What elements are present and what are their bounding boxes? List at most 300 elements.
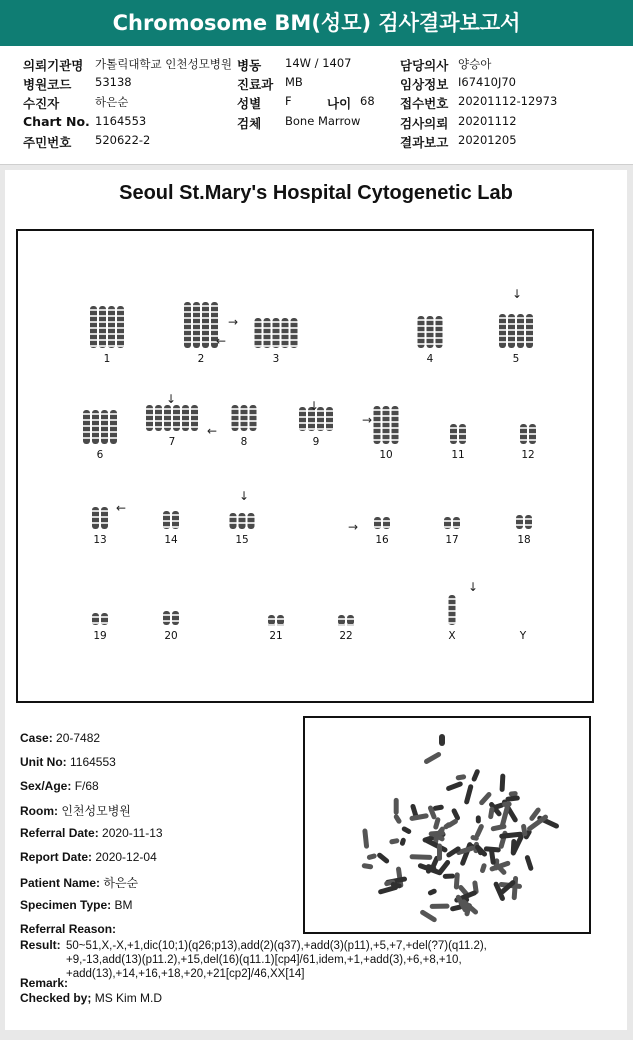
- abnormality-arrow-icon: ←: [116, 501, 127, 515]
- chromosome-band: [282, 321, 289, 323]
- chromosome-band: [99, 333, 106, 335]
- chromosome-band: [202, 329, 209, 331]
- chromosome-band: [155, 414, 162, 416]
- chromosome-band: [427, 325, 434, 327]
- chromosome-band: [299, 416, 306, 418]
- chromosome-band: [172, 620, 179, 622]
- detail-sex-age: [20, 779, 99, 793]
- chromosome-band: [427, 337, 434, 339]
- header-label: 결과보고: [400, 135, 449, 150]
- chromosome-number: 1: [103, 353, 111, 365]
- chromosome-band: [268, 618, 275, 620]
- chromosome-band: [202, 317, 209, 319]
- chromosome-band: [526, 335, 533, 337]
- header-value: 양승아: [458, 57, 492, 71]
- chromosome-pair: [184, 302, 218, 348]
- chromosome-band: [92, 431, 99, 433]
- header-row: [0, 133, 633, 152]
- chromosome-band: [499, 317, 506, 319]
- header-row: [0, 75, 633, 94]
- header-info: [0, 46, 633, 165]
- chromosome-band: [526, 341, 533, 343]
- result-line: 50~51,X,-X,+1,dic(10;1)(q26;p13),add(2)(q37),+add(3)(p11),+5,+7,+del(?7)(q11.2),: [66, 940, 487, 952]
- chromosome-band: [273, 327, 280, 329]
- header-value: 1164553: [95, 114, 147, 128]
- chromosome-band: [117, 339, 124, 341]
- chromosome-band: [101, 419, 108, 421]
- chromosome-band: [211, 317, 218, 319]
- result-label-text: Result:: [20, 938, 61, 952]
- chromosome-band: [264, 333, 271, 335]
- chromosome-band: [83, 425, 90, 427]
- chromosome-pair: [450, 424, 466, 444]
- detail-report-date: [20, 850, 157, 864]
- chromosome-band: [374, 433, 381, 435]
- chromosome-band: [436, 331, 443, 333]
- chromosome-band: [250, 426, 257, 428]
- chromosome-band: [516, 518, 523, 520]
- chromosome-band: [392, 433, 399, 435]
- metaphase-chromosome: [488, 806, 495, 819]
- chromosome-band: [383, 439, 390, 441]
- abnormality-arrow-icon: ↓: [166, 392, 177, 406]
- chromosome-band: [517, 329, 524, 331]
- chromosome-band: [255, 339, 262, 341]
- chromosome-band: [326, 416, 333, 418]
- chromosome-number: 21: [269, 630, 283, 642]
- chromosome-band: [392, 415, 399, 417]
- remark-label: [20, 976, 68, 990]
- header-value: 가톨릭대학교 인천성모병원: [95, 57, 232, 71]
- chromosome: [172, 611, 179, 625]
- result-line: +add(13),+14,+16,+18,+20,+21[cp2]/46,XX[14]: [66, 968, 305, 980]
- chromosome-band: [264, 345, 271, 347]
- chromosome-band: [299, 422, 306, 424]
- chromosome-number: 16: [375, 534, 389, 546]
- chromosome-band: [520, 433, 527, 435]
- header-label: 접수번호: [400, 96, 449, 111]
- chromosome-number: 13: [93, 534, 107, 546]
- chromosome-band: [374, 526, 381, 528]
- chromosome-band: [241, 426, 248, 428]
- chromosome-band: [450, 427, 457, 429]
- chromosome-band: [374, 409, 381, 411]
- abnormality-arrow-icon: →: [362, 413, 373, 427]
- header-value: 53138: [95, 75, 132, 89]
- chromosome-band: [418, 325, 425, 327]
- chromosome-band: [164, 414, 171, 416]
- detail-label: Room:: [20, 804, 58, 818]
- chromosome-band: [101, 510, 108, 512]
- chromosome-band: [184, 335, 191, 337]
- chromosome-number: 17: [445, 534, 459, 546]
- chromosome-band: [184, 329, 191, 331]
- chromosome-band: [191, 426, 198, 428]
- detail-label: Patient Name:: [20, 876, 101, 890]
- chromosome-band: [117, 345, 124, 347]
- result-line: +9,-13,add(13)(p11.2),+15,del(16)(q11.1)[cp4]/61,idem,+1,+add(3),+6,+8,+10,: [66, 954, 462, 966]
- chromosome-band: [90, 333, 97, 335]
- header-label: 성별: [237, 96, 262, 111]
- chromosome-number: 6: [96, 449, 104, 461]
- chromosome-band: [99, 309, 106, 311]
- header-label: 병동: [237, 58, 262, 73]
- metaphase-chromosome: [410, 854, 433, 860]
- detail-unit: [20, 755, 116, 769]
- chromosome-band: [427, 319, 434, 321]
- chromosome-band: [232, 426, 239, 428]
- chromosome-band: [453, 520, 460, 522]
- chromosome-band: [291, 339, 298, 341]
- chromosome-pair: [418, 316, 443, 348]
- header-value: 20201112-12973: [458, 94, 558, 108]
- chromosome-band: [110, 431, 117, 433]
- chromosome-number: 22: [339, 630, 353, 642]
- chromosome-band: [499, 323, 506, 325]
- chromosome-band: [291, 321, 298, 323]
- chromosome-pair: [516, 515, 532, 529]
- checked-by: [20, 991, 162, 1005]
- chromosome-band: [529, 427, 536, 429]
- header-row: [0, 114, 633, 133]
- chromosome-band: [202, 341, 209, 343]
- chromosome-band: [449, 622, 456, 624]
- chromosome-band: [173, 420, 180, 422]
- chromosome-pair: [499, 314, 533, 348]
- chromosome-pair: [444, 517, 460, 529]
- chromosome-band: [450, 433, 457, 435]
- header-value: F: [285, 94, 292, 108]
- chromosome-band: [273, 321, 280, 323]
- metaphase-chromosome: [394, 798, 399, 815]
- chromosome-band: [193, 317, 200, 319]
- header-value: MB: [285, 75, 303, 89]
- chromosome-band: [92, 425, 99, 427]
- chromosome-band: [383, 526, 390, 528]
- chromosome: [383, 406, 390, 444]
- remark-label-text: Remark:: [20, 976, 69, 990]
- chromosome-pair: [374, 406, 399, 444]
- chromosome-band: [383, 520, 390, 522]
- chromosome: [374, 406, 381, 444]
- chromosome-band: [317, 422, 324, 424]
- chromosome-band: [436, 325, 443, 327]
- header-value: 14W / 1407: [285, 56, 352, 70]
- chromosome-band: [108, 339, 115, 341]
- chromosome-band: [427, 343, 434, 345]
- chromosome-band: [255, 321, 262, 323]
- chromosome-pair: [163, 511, 179, 529]
- chromosome-band: [184, 311, 191, 313]
- chromosome-band: [282, 345, 289, 347]
- chromosome-band: [90, 339, 97, 341]
- chromosome-band: [155, 426, 162, 428]
- chromosome-band: [392, 439, 399, 441]
- chromosome-number: 9: [312, 436, 320, 448]
- metaphase-chromosome: [389, 838, 400, 845]
- chromosome-band: [83, 419, 90, 421]
- metaphase-chromosome: [499, 805, 510, 829]
- header-label: Chart No.: [23, 114, 90, 129]
- chromosome-band: [193, 323, 200, 325]
- metaphase-chromosome: [376, 852, 390, 865]
- chromosome-band: [268, 624, 275, 626]
- chromosome-band: [83, 413, 90, 415]
- chromosome-pair: [374, 517, 390, 529]
- chromosome-band: [383, 427, 390, 429]
- chromosome-band: [308, 428, 315, 430]
- detail-value: 하은순: [103, 876, 139, 890]
- chromosome-band: [211, 305, 218, 307]
- chromosome-pair: [90, 306, 124, 348]
- metaphase-chromosome: [511, 839, 517, 855]
- metaphase-chromosome: [401, 826, 412, 835]
- chromosome-band: [525, 524, 532, 526]
- detail-label: Specimen Type:: [20, 898, 112, 912]
- chromosome-band: [92, 516, 99, 518]
- chromosome-band: [155, 420, 162, 422]
- chromosome-band: [202, 311, 209, 313]
- chromosome-band: [184, 305, 191, 307]
- chromosome: [516, 515, 523, 529]
- detail-value: 1164553: [70, 755, 116, 769]
- chromosome-band: [182, 408, 189, 410]
- report-title: Chromosome BM(성모) 검사결과보고서: [0, 0, 633, 46]
- metaphase-chromosome: [366, 853, 377, 860]
- chromosome-band: [326, 422, 333, 424]
- chromosome-band: [499, 341, 506, 343]
- chromosome-band: [450, 439, 457, 441]
- chromosome-band: [172, 514, 179, 516]
- detail-label: Sex/Age:: [20, 779, 72, 793]
- chromosome-band: [317, 428, 324, 430]
- chromosome-number: 5: [512, 353, 520, 365]
- chromosome-band: [277, 618, 284, 620]
- abnormality-arrow-icon: →: [228, 315, 239, 329]
- metaphase-chromosome: [362, 828, 369, 849]
- chromosome-number: X: [448, 630, 456, 642]
- header-row: [0, 94, 633, 113]
- chromosome-band: [191, 420, 198, 422]
- chromosome-pair: [268, 615, 284, 626]
- header-value: I67410J70: [458, 75, 516, 89]
- chromosome-band: [459, 433, 466, 435]
- chromosome-band: [374, 415, 381, 417]
- chromosome-band: [193, 341, 200, 343]
- age-label: 나이: [327, 96, 352, 111]
- abnormality-arrow-icon: ↓: [239, 489, 250, 503]
- chromosome-band: [83, 431, 90, 433]
- chromosome-number: 19: [93, 630, 107, 642]
- chromosome-band: [383, 415, 390, 417]
- chromosome-band: [338, 624, 345, 626]
- detail-specimen: [20, 898, 132, 912]
- chromosome-band: [499, 329, 506, 331]
- chromosome-band: [264, 321, 271, 323]
- chromosome-band: [163, 620, 170, 622]
- chromosome-band: [436, 343, 443, 345]
- metaphase-chromosome: [464, 784, 474, 805]
- chromosome-band: [526, 323, 533, 325]
- chromosome-number: 20: [164, 630, 178, 642]
- chromosome-band: [418, 331, 425, 333]
- chromosome-band: [117, 315, 124, 317]
- chromosome-band: [101, 437, 108, 439]
- chromosome-band: [255, 333, 262, 335]
- abnormality-arrow-icon: ↓: [512, 287, 523, 301]
- chromosome-band: [392, 409, 399, 411]
- abnormality-arrow-icon: ←: [207, 424, 218, 438]
- detail-label: Referral Date:: [20, 826, 99, 840]
- chromosome-band: [239, 522, 246, 524]
- chromosome-band: [418, 337, 425, 339]
- checked-label: Checked by;: [20, 991, 92, 1005]
- chromosome-band: [172, 520, 179, 522]
- chromosome-band: [108, 309, 115, 311]
- chromosome-band: [282, 333, 289, 335]
- header-label: 병원코드: [23, 77, 72, 92]
- chromosome-band: [241, 408, 248, 410]
- chromosome-band: [326, 428, 333, 430]
- chromosome-band: [163, 614, 170, 616]
- chromosome-band: [146, 414, 153, 416]
- chromosome-band: [173, 414, 180, 416]
- chromosome-band: [172, 614, 179, 616]
- header-value: Bone Marrow: [285, 114, 361, 128]
- lab-title: Seoul St.Mary's Hospital Cytogenetic Lab: [119, 182, 513, 204]
- metaphase-panel: [303, 716, 591, 934]
- chromosome-band: [282, 327, 289, 329]
- age-value: 68: [360, 94, 375, 108]
- chromosome-band: [211, 329, 218, 331]
- detail-label: Referral Reason:: [20, 922, 117, 936]
- chromosome: [239, 513, 246, 529]
- chromosome-band: [241, 414, 248, 416]
- metaphase-chromosome: [479, 863, 487, 874]
- chromosome-band: [110, 425, 117, 427]
- chromosome-band: [232, 408, 239, 410]
- chromosome-band: [211, 311, 218, 313]
- chromosome-band: [459, 427, 466, 429]
- abnormality-arrow-icon: ↓: [468, 580, 479, 594]
- chromosome: [163, 611, 170, 625]
- chromosome-band: [110, 419, 117, 421]
- chromosome-band: [117, 327, 124, 329]
- chromosome-band: [459, 439, 466, 441]
- chromosome-band: [383, 421, 390, 423]
- metaphase-chromosome: [484, 846, 501, 852]
- chromosome-band: [317, 416, 324, 418]
- chromosome-band: [90, 315, 97, 317]
- chromosome-band: [101, 431, 108, 433]
- chromosome-number: Y: [519, 630, 527, 642]
- header-label: 검사의뢰: [400, 116, 449, 131]
- metaphase-chromosome: [455, 774, 466, 781]
- chromosome-band: [338, 618, 345, 620]
- chromosome-band: [239, 516, 246, 518]
- chromosome-band: [110, 413, 117, 415]
- header-label: 담당의사: [400, 58, 449, 73]
- chromosome-band: [163, 520, 170, 522]
- chromosome-band: [264, 327, 271, 329]
- chromosome-band: [202, 305, 209, 307]
- chromosome-number: 15: [235, 534, 249, 546]
- chromosome-band: [83, 437, 90, 439]
- chromosome-pair: [92, 613, 108, 625]
- chromosome-number: 10: [379, 449, 393, 461]
- chromosome-band: [108, 321, 115, 323]
- chromosome-number: 12: [521, 449, 535, 461]
- chromosome-band: [182, 414, 189, 416]
- chromosome-band: [248, 516, 255, 518]
- chromosome-band: [508, 335, 515, 337]
- chromosome-band: [182, 420, 189, 422]
- metaphase-chromosome: [399, 837, 406, 846]
- chromosome-number: 7: [168, 436, 176, 448]
- chromosome-number: 3: [272, 353, 280, 365]
- detail-case: [20, 731, 100, 745]
- chromosome-band: [202, 323, 209, 325]
- chromosome-band: [99, 321, 106, 323]
- chromosome-band: [308, 422, 315, 424]
- chromosome-pair: [83, 410, 117, 444]
- header-value: 520622-2: [95, 133, 151, 147]
- chromosome-band: [517, 317, 524, 319]
- chromosome-band: [291, 327, 298, 329]
- chromosome-band: [444, 520, 451, 522]
- chromosome-band: [299, 410, 306, 412]
- chromosome-band: [427, 331, 434, 333]
- chromosome-band: [108, 345, 115, 347]
- chromosome-band: [241, 420, 248, 422]
- detail-value: F/68: [74, 779, 99, 793]
- chromosome-band: [508, 317, 515, 319]
- chromosome-band: [146, 408, 153, 410]
- chromosome-band: [232, 420, 239, 422]
- detail-label: Unit No:: [20, 755, 67, 769]
- chromosome-band: [101, 622, 108, 624]
- chromosome-band: [164, 420, 171, 422]
- chromosome-band: [108, 333, 115, 335]
- metaphase-chromosome: [393, 813, 403, 824]
- chromosome-band: [517, 323, 524, 325]
- chromosome-band: [525, 518, 532, 520]
- chromosome-band: [117, 321, 124, 323]
- chromosome-band: [255, 327, 262, 329]
- result-label: [20, 938, 61, 952]
- chromosome-band: [418, 319, 425, 321]
- chromosome-band: [101, 516, 108, 518]
- chromosome-band: [277, 624, 284, 626]
- metaphase-chromosome: [476, 815, 481, 823]
- header-value: 20201112: [458, 114, 517, 128]
- metaphase-chromosome: [445, 781, 463, 792]
- metaphase-chromosome: [423, 751, 442, 765]
- chromosome-band: [449, 616, 456, 618]
- chromosome-band: [90, 345, 97, 347]
- chromosome-band: [374, 520, 381, 522]
- metaphase-chromosome: [427, 888, 437, 896]
- chromosome-band: [99, 345, 106, 347]
- metaphase-chromosome: [361, 863, 373, 870]
- chromosome-band: [99, 315, 106, 317]
- chromosome-band: [184, 317, 191, 319]
- chromosome-band: [101, 425, 108, 427]
- header-label: 진료과: [237, 77, 274, 92]
- chromosome-band: [193, 311, 200, 313]
- metaphase-image: [305, 718, 589, 932]
- chromosome-band: [326, 410, 333, 412]
